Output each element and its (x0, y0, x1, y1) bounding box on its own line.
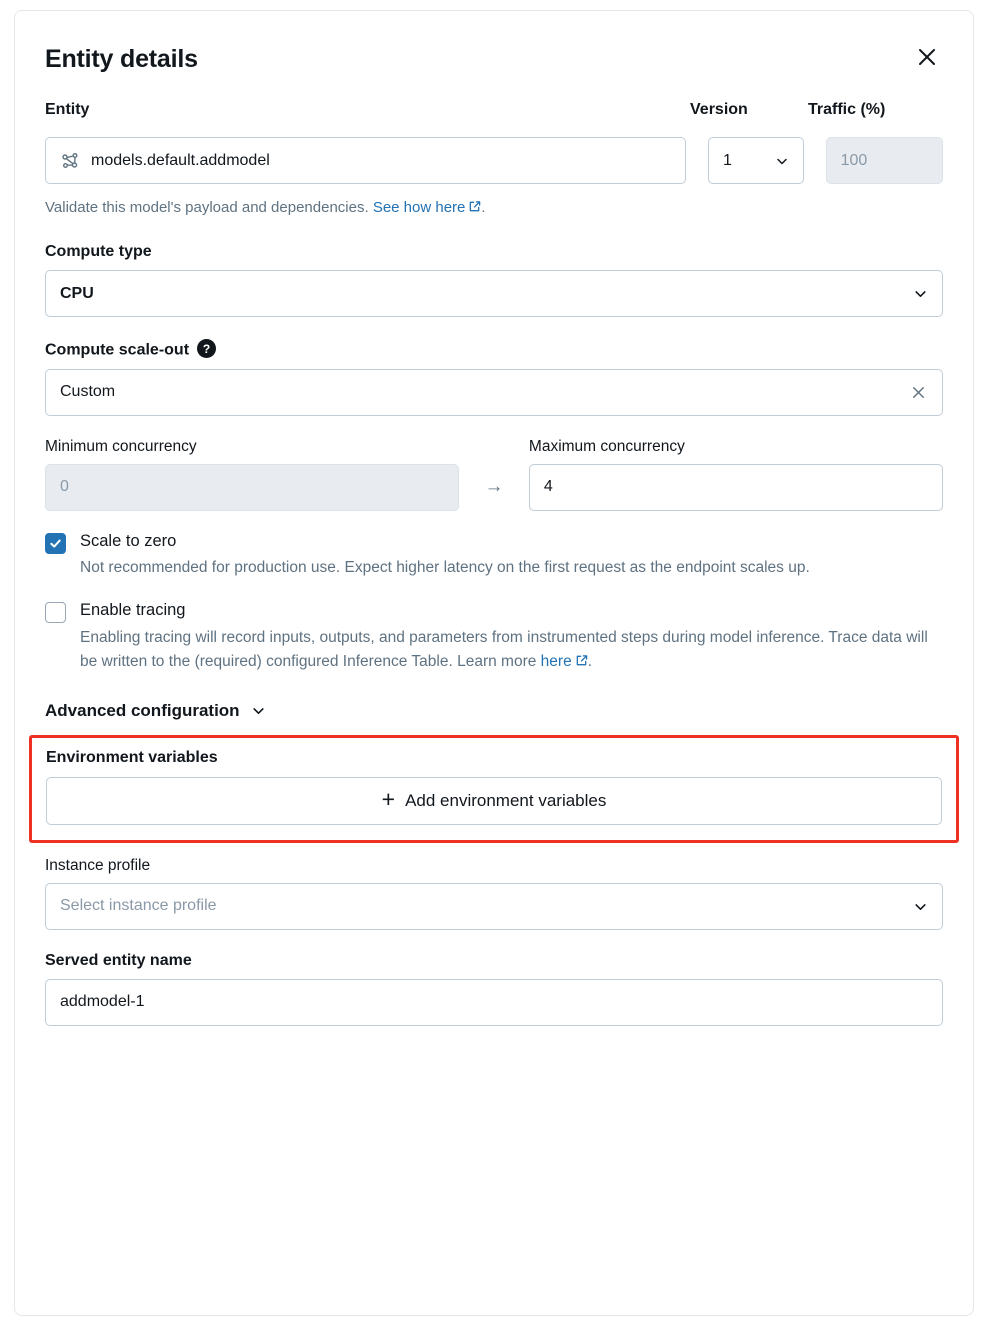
version-select-value: 1 (723, 151, 732, 169)
external-link-icon (575, 651, 588, 675)
enable-tracing-description (80, 626, 943, 675)
served-entity-name-block (45, 952, 943, 1026)
entity-helper-suffix: . (481, 199, 486, 216)
concurrency-row (45, 438, 943, 511)
compute-type-block (45, 243, 943, 317)
scale-to-zero-checkbox[interactable] (45, 533, 66, 554)
min-concurrency-label: Minimum concurrency (45, 437, 197, 455)
entity-label: Entity (45, 101, 90, 118)
compute-type-select[interactable] (45, 270, 943, 317)
enable-tracing-label: Enable tracing (80, 601, 186, 620)
instance-profile-label: Instance profile (45, 856, 151, 874)
entity-helper-text (45, 199, 943, 217)
compute-scale-out-label (45, 339, 943, 360)
served-entity-name-input[interactable] (45, 979, 943, 1026)
panel-header (45, 41, 943, 73)
entity-helper-prefix: Validate this model's payload and dependencies. (45, 199, 369, 216)
help-icon[interactable]: ? (197, 339, 216, 358)
min-concurrency-group (45, 438, 459, 511)
version-label: Version (690, 101, 748, 118)
environment-variables-section (29, 735, 959, 843)
environment-variables-label: Environment variables (46, 748, 218, 766)
add-environment-variables-label: Add environment variables (405, 790, 607, 810)
chevron-down-icon (775, 154, 789, 168)
see-how-here-link[interactable]: See how here (372, 199, 466, 216)
page-title: Entity details (45, 45, 198, 73)
tracing-here-link[interactable]: here (540, 652, 572, 670)
entity-details-panel (14, 10, 974, 1316)
enable-tracing-description-suffix: . (587, 652, 593, 670)
instance-profile-placeholder: Select instance profile (60, 897, 217, 915)
add-environment-variables-button[interactable] (46, 777, 942, 825)
instance-profile-block (45, 857, 943, 930)
compute-type-label: Compute type (45, 243, 152, 260)
compute-scale-out-select[interactable] (45, 369, 943, 416)
advanced-configuration-toggle[interactable] (45, 701, 943, 721)
compute-scale-out-label-text: Compute scale-out (45, 341, 190, 359)
compute-scale-out-value: Custom (60, 383, 116, 400)
instance-profile-select[interactable] (45, 883, 943, 930)
traffic-label: Traffic (%) (808, 101, 886, 118)
enable-tracing-row (45, 600, 943, 675)
max-concurrency-group (529, 438, 943, 511)
close-icon[interactable] (911, 41, 943, 73)
entity-fields-row (45, 137, 943, 184)
version-select[interactable] (708, 137, 804, 184)
enable-tracing-checkbox[interactable] (45, 602, 66, 623)
min-concurrency-value: 0 (60, 478, 69, 495)
model-icon (60, 151, 80, 171)
scale-to-zero-label: Scale to zero (80, 531, 177, 550)
chevron-down-icon (251, 703, 266, 718)
entity-input-value: models.default.addmodel (91, 151, 270, 169)
chevron-down-icon (913, 286, 928, 301)
entity-input[interactable] (45, 137, 686, 184)
scale-to-zero-row (45, 531, 943, 581)
plus-icon: + (381, 786, 396, 813)
max-concurrency-label: Maximum concurrency (528, 437, 685, 455)
clear-icon[interactable] (909, 383, 928, 402)
compute-type-value: CPU (60, 284, 94, 302)
min-concurrency-input (45, 464, 459, 511)
max-concurrency-value: 4 (543, 478, 553, 495)
compute-scale-out-block (45, 339, 943, 416)
arrow-right-icon: → (484, 476, 504, 497)
served-entity-name-label: Served entity name (45, 951, 192, 969)
chevron-down-icon (913, 899, 928, 914)
traffic-input-value: 100 (840, 151, 868, 169)
entity-labels-row (45, 101, 943, 128)
scale-to-zero-description: Not recommended for production use. Expect higher latency on the first request as the endpoint scales up. (80, 559, 810, 577)
traffic-input (826, 137, 943, 184)
served-entity-name-value: addmodel-1 (60, 993, 145, 1011)
external-link-icon (468, 200, 481, 217)
max-concurrency-input[interactable] (529, 464, 943, 511)
enable-tracing-description-text: Enabling tracing will record inputs, outputs, and parameters from instrumented steps during model inference. Trace data will be written to the (required) configured Inference Table. Learn more (80, 628, 928, 670)
advanced-configuration-label: Advanced configuration (45, 700, 240, 720)
